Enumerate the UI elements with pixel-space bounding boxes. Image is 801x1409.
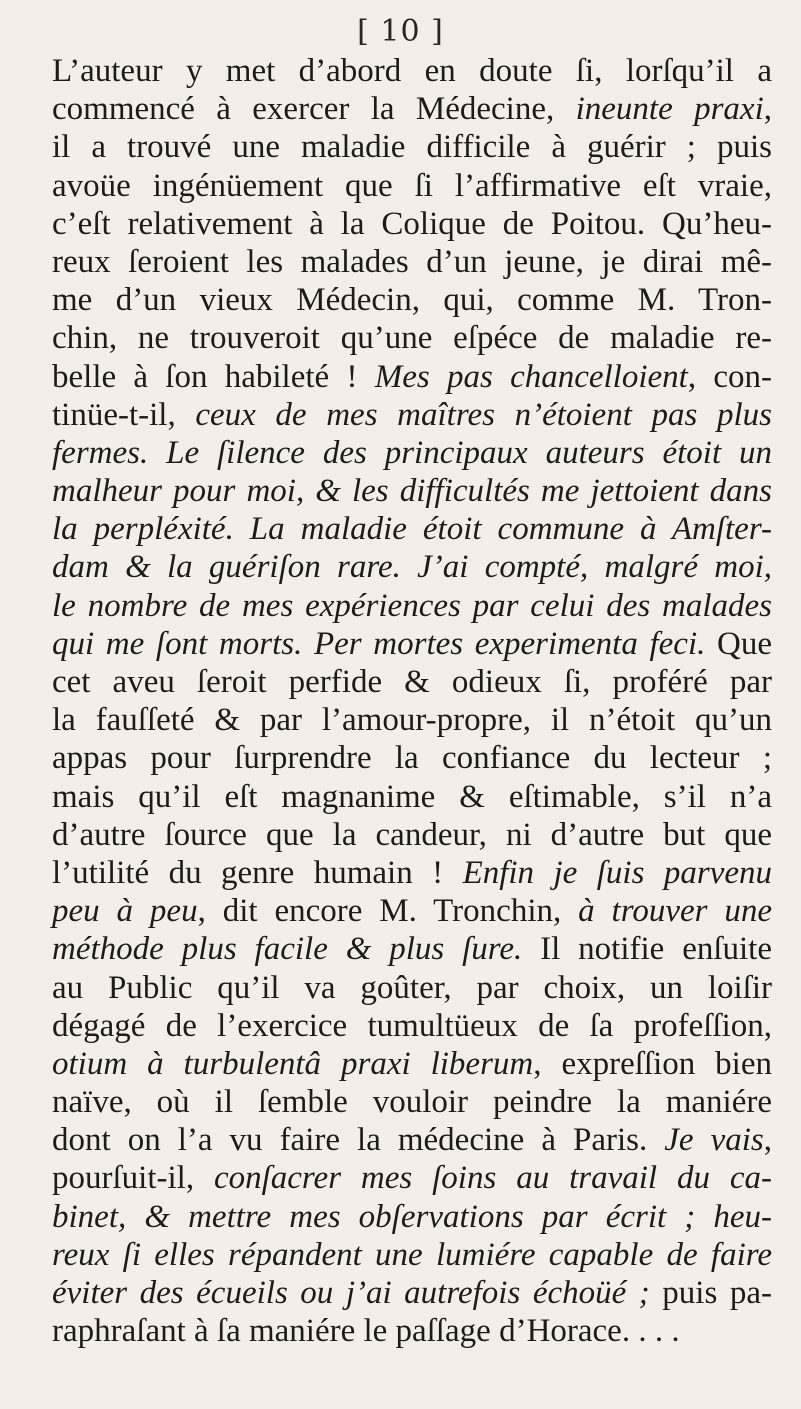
roman-text: belle à ſon habileté ! xyxy=(52,358,375,395)
text-line xyxy=(52,663,772,701)
italic-text: éviter des écueils ou j’ai autrefois échoüé ; xyxy=(52,1275,650,1311)
italic-text: fermes. Le ſilence des principaux auteurs étoit un xyxy=(52,434,772,471)
roman-text: raphraſant à ſa maniére le paſſage d’Horace. . . . xyxy=(52,1313,680,1350)
italic-text: reux ſi elles répandent une lumiére capable de faire xyxy=(52,1236,772,1273)
text-line xyxy=(52,1121,772,1159)
roman-text: me d’un vieux Médecin, qui, comme M. Tron- xyxy=(52,282,772,319)
roman-text: cet aveu ſeroit perfide & odieux ſi, proféré par xyxy=(52,664,772,700)
italic-text: binet, & mettre mes obſervations par écrit ; heu- xyxy=(52,1198,772,1235)
roman-text: , expreſſion bien xyxy=(533,1045,772,1082)
roman-text: naïve, où il ſemble vouloir peindre la maniére xyxy=(52,1084,772,1121)
roman-text: c’eſt relativement à la Colique de Poitou. Qu’heu- xyxy=(52,205,772,242)
roman-text: Que xyxy=(705,625,772,662)
roman-text: au Public qu’il va goûter, par choix, un loiſir xyxy=(52,969,772,1006)
text-line xyxy=(52,587,772,625)
italic-text: le nombre de mes expériences par celui des malades xyxy=(52,587,772,624)
text-line xyxy=(52,892,772,930)
italic-text: otium à turbulentâ praxi liberum xyxy=(52,1045,534,1082)
roman-text: puis pa- xyxy=(649,1275,772,1311)
italic-text: Je vais xyxy=(664,1122,764,1159)
text-line xyxy=(52,1045,772,1083)
page-number: [ 10 ] xyxy=(357,14,444,49)
text-line xyxy=(52,1198,772,1236)
italic-text: ceux de mes maîtres n’étoient pas plus xyxy=(195,396,773,433)
roman-text: , xyxy=(763,1122,772,1159)
roman-text: appas pour ſurprendre la confiance du lecteur ; xyxy=(52,740,772,777)
text-line xyxy=(52,128,772,166)
roman-text: dégagé de l’exercice tumultüeux de ſa profeſſion, xyxy=(52,1007,772,1044)
text-line xyxy=(52,548,772,586)
text-line xyxy=(52,1159,772,1197)
italic-text: la perpléxité. La maladie étoit commune à Amſter- xyxy=(52,511,772,548)
italic-text: Mes pas chancelloient xyxy=(374,358,688,395)
italic-text: ineunte praxi xyxy=(575,91,764,128)
roman-text: tinüe-t-il, xyxy=(52,396,196,433)
text-line xyxy=(52,319,772,357)
roman-text: , xyxy=(763,91,772,128)
italic-text: malheur pour moi, & les difficultés me jettoient dans xyxy=(52,473,772,510)
text-line xyxy=(52,1236,772,1274)
roman-text: , dit encore M. Tronchin, xyxy=(197,893,579,930)
text-line xyxy=(52,167,772,205)
text-line xyxy=(52,1312,772,1350)
text-line xyxy=(52,434,772,472)
roman-text: avoüe ingénüement que ſi l’affirmative eſt vraie, xyxy=(52,167,772,204)
text-line xyxy=(52,396,772,434)
italic-text: conſacrer mes ſoins au travail du ca- xyxy=(213,1160,772,1197)
roman-text: mais qu’il eſt magnanime & eſtimable, s’il n’a xyxy=(52,778,772,815)
roman-text: l’utilité du genre humain ! xyxy=(52,854,463,891)
italic-text: qui me ſont morts. Per mortes experimenta feci. xyxy=(52,625,706,662)
text-line xyxy=(52,854,772,892)
text-line xyxy=(52,701,772,739)
roman-text: reux ſeroient les malades d’un jeune, je dirai mê- xyxy=(52,243,772,280)
roman-text: pourſuit-il, xyxy=(52,1160,214,1197)
roman-text: il a trouvé une maladie difficile à guérir ; puis xyxy=(52,129,772,166)
text-line xyxy=(52,472,772,510)
text-line xyxy=(52,1083,772,1121)
body-text xyxy=(52,52,772,1350)
roman-text: commencé à exercer la Médecine, xyxy=(52,91,576,128)
text-line xyxy=(52,930,772,968)
roman-text: , con- xyxy=(687,358,772,395)
text-line xyxy=(52,739,772,777)
italic-text: à trouver une xyxy=(578,893,772,930)
roman-text: chin, ne trouveroit qu’une eſpéce de maladie re- xyxy=(52,320,772,357)
text-line xyxy=(52,281,772,319)
text-line xyxy=(52,358,772,396)
text-line xyxy=(52,816,772,854)
text-line xyxy=(52,625,772,663)
text-line xyxy=(52,510,772,548)
text-line xyxy=(52,1274,772,1312)
italic-text: Enfin je ſuis parvenu xyxy=(462,854,772,891)
roman-text: L’auteur y met d’abord en doute ſi, lorſqu’il a xyxy=(52,53,772,89)
italic-text: méthode plus facile & plus ſure. xyxy=(52,931,523,968)
roman-text: dont on l’a vu faire la médecine à Paris. xyxy=(52,1122,665,1159)
text-line xyxy=(52,778,772,816)
text-line xyxy=(52,52,772,90)
roman-text: Il notifie enſuite xyxy=(522,931,772,968)
text-line xyxy=(52,90,772,128)
text-line xyxy=(52,243,772,281)
italic-text: peu à peu xyxy=(52,893,198,930)
roman-text: la fauſſeté & par l’amour-propre, il n’étoit qu’un xyxy=(52,702,772,739)
text-line xyxy=(52,1007,772,1045)
text-line xyxy=(52,969,772,1007)
italic-text: dam & la guériſon rare. J’ai compté, malgré moi, xyxy=(52,549,772,586)
roman-text: d’autre ſource que la candeur, ni d’autre but que xyxy=(52,816,772,853)
text-line xyxy=(52,205,772,243)
